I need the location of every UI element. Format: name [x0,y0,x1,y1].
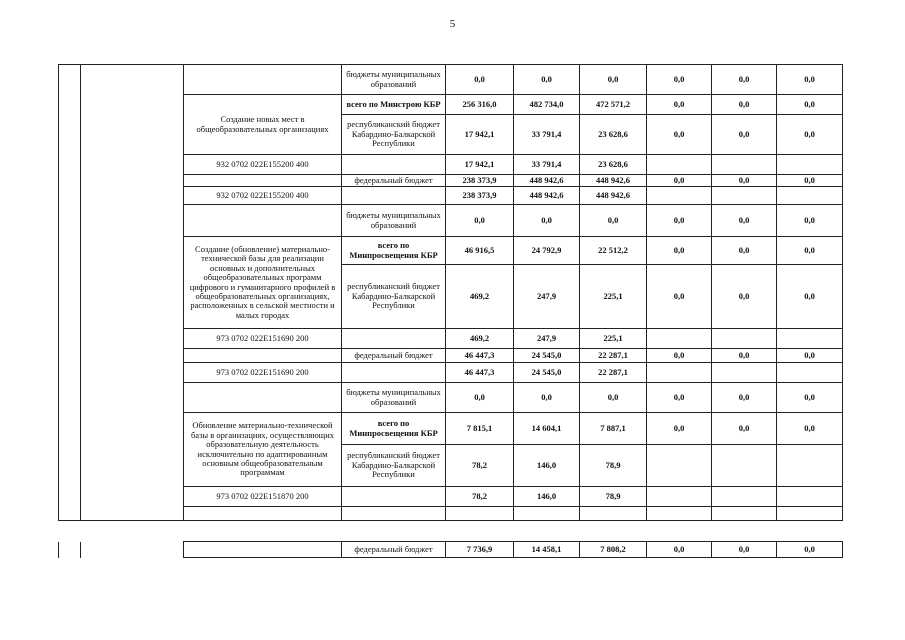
value-cell: 0,0 [647,115,712,155]
value-cell: 0,0 [777,237,843,265]
value-cell: 0,0 [777,383,843,413]
value-cell: 0,0 [777,349,843,363]
value-cell: 0,0 [777,115,843,155]
value-cell: 24 545,0 [514,363,580,383]
value-cell: 0,0 [514,205,580,237]
value-cell: 482 734,0 [514,95,580,115]
value-cell: 146,0 [514,445,580,487]
value-cell: 0,0 [446,383,514,413]
value-cell: 0,0 [647,265,712,329]
value-cell: 14 604,1 [514,413,580,445]
budget-code: 973 0702 022E151690 200 [184,363,342,383]
value-cell: 22 512,2 [580,237,647,265]
value-cell: 7 736,9 [446,542,514,558]
source-total: всего по Минстрою КБР [342,95,446,115]
page-number: 5 [449,18,456,30]
value-cell: 0,0 [777,265,843,329]
source-republican: республиканский бюджет Кабардино-Балкарской Республики [342,115,446,155]
budget-table [58,64,843,521]
value-cell: 7 815,1 [446,413,514,445]
value-cell: 7 808,2 [580,542,647,558]
source-republican: республиканский бюджет Кабардино-Балкарской Республики [342,265,446,329]
value-cell: 0,0 [777,175,843,187]
value-cell: 225,1 [580,329,647,349]
value-cell: 146,0 [514,487,580,507]
value-cell: 46 916,5 [446,237,514,265]
value-cell: 0,0 [647,237,712,265]
value-cell: 0,0 [712,175,777,187]
value-cell: 0,0 [712,542,777,558]
value-cell: 17 942,1 [446,115,514,155]
value-cell: 238 373,9 [446,187,514,205]
value-cell: 78,2 [446,487,514,507]
value-cell: 22 287,1 [580,349,647,363]
measure-name: Создание новых мест в общеобразовательных организациях [184,95,342,155]
source-total: всего по Минпросвещения КБР [342,413,446,445]
value-cell: 0,0 [647,175,712,187]
budget-code: 973 0702 022E151690 200 [184,329,342,349]
value-cell: 78,9 [580,445,647,487]
value-cell: 448 942,6 [514,175,580,187]
value-cell: 469,2 [446,329,514,349]
value-cell: 0,0 [647,95,712,115]
value-cell: 0,0 [580,65,647,95]
budget-code: 973 0702 022E151870 200 [184,487,342,507]
value-cell: 0,0 [514,65,580,95]
source-municipal: бюджеты муниципальных образований [342,383,446,413]
value-cell: 46 447,3 [446,349,514,363]
value-cell: 0,0 [514,383,580,413]
value-cell: 78,9 [580,487,647,507]
value-cell: 448 942,6 [580,187,647,205]
table-row [59,542,843,558]
value-cell: 0,0 [647,205,712,237]
empty-cell [184,65,342,95]
value-cell: 256 316,0 [446,95,514,115]
table-row [59,65,843,95]
value-cell: 23 628,6 [580,155,647,175]
source-federal: федеральный бюджет [342,349,446,363]
value-cell: 0,0 [712,95,777,115]
value-cell: 448 942,6 [580,175,647,187]
value-cell: 0,0 [777,542,843,558]
source-federal: федеральный бюджет [342,175,446,187]
value-cell: 0,0 [712,413,777,445]
value-cell: 33 791,4 [514,115,580,155]
value-cell: 0,0 [647,383,712,413]
source-municipal: бюджеты муниципальных образований [342,205,446,237]
value-cell: 23 628,6 [580,115,647,155]
value-cell: 225,1 [580,265,647,329]
value-cell: 0,0 [777,95,843,115]
value-cell: 247,9 [514,329,580,349]
measure-name: Создание (обновление) материально-технической базы для реализации основных и дополнительных общеобразовательных программ цифрового и гуманитарного профилей в общеобразовательных организациях, расположенных в сельской местности и малых городах [184,237,342,329]
value-cell: 78,2 [446,445,514,487]
value-cell: 46 447,3 [446,363,514,383]
value-cell: 17 942,1 [446,155,514,175]
value-cell: 0,0 [712,65,777,95]
value-cell: 469,2 [446,265,514,329]
source-federal: федеральный бюджет [342,542,446,558]
budget-code: 932 0702 022E155200 400 [184,187,342,205]
value-cell: 14 458,1 [514,542,580,558]
value-cell: 0,0 [712,205,777,237]
source-municipal: бюджеты муниципальных образований [342,65,446,95]
value-cell: 472 571,2 [580,95,647,115]
value-cell: 0,0 [647,542,712,558]
value-cell: 448 942,6 [514,187,580,205]
value-cell: 0,0 [712,265,777,329]
value-cell: 0,0 [712,237,777,265]
value-cell: 0,0 [446,65,514,95]
value-cell: 0,0 [712,349,777,363]
value-cell: 0,0 [712,115,777,155]
value-cell: 0,0 [712,383,777,413]
value-cell: 238 373,9 [446,175,514,187]
value-cell: 0,0 [446,205,514,237]
measure-name: Обновление материально-технической базы в организациях, осуществляющих образовательную деятельность исключительно по адаптированным основным общеобразовательным программам [184,413,342,487]
budget-table-tail [58,541,843,558]
budget-code: 932 0702 022E155200 400 [184,155,342,175]
source-republican: республиканский бюджет Кабардино-Балкарской Республики [342,445,446,487]
column-responsible-cell [81,65,184,521]
value-cell: 24 545,0 [514,349,580,363]
value-cell: 24 792,9 [514,237,580,265]
value-cell: 0,0 [777,413,843,445]
value-cell: 22 287,1 [580,363,647,383]
value-cell: 0,0 [777,65,843,95]
value-cell: 33 791,4 [514,155,580,175]
value-cell: 7 887,1 [580,413,647,445]
value-cell: 0,0 [580,205,647,237]
value-cell: 0,0 [647,65,712,95]
source-total: всего по Минпросвещения КБР [342,237,446,265]
value-cell: 0,0 [647,349,712,363]
column-number-cell [59,65,81,521]
value-cell: 0,0 [777,205,843,237]
value-cell: 0,0 [647,413,712,445]
value-cell: 247,9 [514,265,580,329]
value-cell: 0,0 [580,383,647,413]
